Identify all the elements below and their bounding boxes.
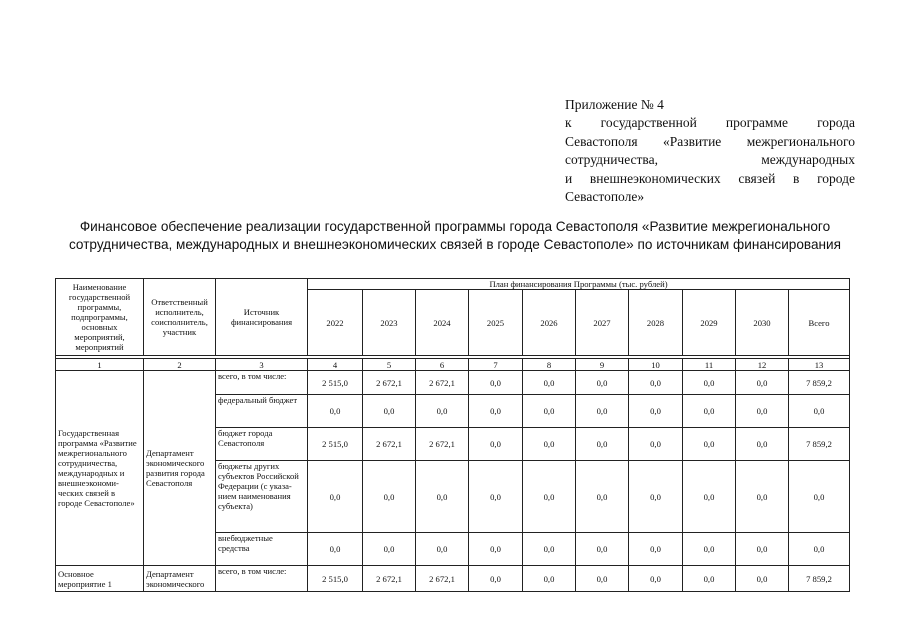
index-cell: 11 bbox=[683, 359, 736, 371]
row-value-cell: 0,0 bbox=[469, 533, 523, 566]
row-value-cell: 0,0 bbox=[523, 566, 576, 592]
row-value-cell: 0,0 bbox=[736, 461, 789, 533]
row-value-cell: 2 672,1 bbox=[363, 371, 416, 395]
row-source-cell: бюджет города Севастополя bbox=[216, 428, 308, 461]
row-name-cell: Основное мероприятие 1 bbox=[56, 566, 144, 592]
header-year: 2023 bbox=[363, 290, 416, 356]
row-value-cell: 0,0 bbox=[308, 533, 363, 566]
row-value-cell: 0,0 bbox=[736, 371, 789, 395]
index-cell: 4 bbox=[308, 359, 363, 371]
row-executor-cell: Департамент экономического развития города Севастополя bbox=[144, 371, 216, 566]
row-value-cell: 0,0 bbox=[736, 566, 789, 592]
appendix-word: международных bbox=[761, 152, 855, 168]
header-year: 2024 bbox=[416, 290, 469, 356]
row-value-cell: 7 859,2 bbox=[789, 428, 850, 461]
header-name: Наименование государственной программы, подпрограммы, основных мероприятий, мероприятий bbox=[56, 279, 144, 356]
row-value-cell: 0,0 bbox=[629, 566, 683, 592]
row-value-cell: 0,0 bbox=[683, 428, 736, 461]
row-value-cell: 0,0 bbox=[308, 461, 363, 533]
financing-table bbox=[55, 278, 850, 592]
appendix-line-2 bbox=[565, 114, 855, 132]
row-value-cell: 0,0 bbox=[576, 533, 629, 566]
index-cell: 10 bbox=[629, 359, 683, 371]
row-value-cell: 0,0 bbox=[683, 371, 736, 395]
appendix-word: программе bbox=[725, 115, 788, 131]
row-value-cell: 0,0 bbox=[576, 395, 629, 428]
header-total: Всего bbox=[789, 290, 850, 356]
row-value-cell: 2 672,1 bbox=[416, 371, 469, 395]
appendix-line-1: Приложение № 4 bbox=[565, 97, 664, 112]
row-value-cell: 0,0 bbox=[789, 533, 850, 566]
appendix-word: внешнеэкономических bbox=[589, 170, 721, 186]
row-value-cell: 0,0 bbox=[363, 533, 416, 566]
row-value-cell: 0,0 bbox=[789, 395, 850, 428]
row-value-cell: 7 859,2 bbox=[789, 566, 850, 592]
row-value-cell: 0,0 bbox=[736, 533, 789, 566]
document-title bbox=[40, 218, 870, 254]
index-cell: 5 bbox=[363, 359, 416, 371]
appendix-word: «Развитие bbox=[662, 133, 722, 149]
row-value-cell: 0,0 bbox=[363, 395, 416, 428]
row-value-cell: 2 672,1 bbox=[416, 428, 469, 461]
title-line-1: Финансовое обеспечение реализации государственной программы города Севастополя «Развитие межрегионального bbox=[79, 219, 831, 234]
index-cell: 2 bbox=[144, 359, 216, 371]
header-year: 2022 bbox=[308, 290, 363, 356]
row-value-cell: 0,0 bbox=[736, 395, 789, 428]
row-value-cell: 0,0 bbox=[683, 566, 736, 592]
index-cell: 7 bbox=[469, 359, 523, 371]
appendix-line-3 bbox=[565, 133, 855, 151]
row-source-cell: федеральный бюджет bbox=[216, 395, 308, 428]
row-value-cell: 0,0 bbox=[629, 395, 683, 428]
appendix-line-6: Севастополе» bbox=[565, 189, 645, 205]
row-value-cell: 0,0 bbox=[629, 428, 683, 461]
table-row bbox=[56, 566, 850, 592]
row-value-cell: 0,0 bbox=[683, 395, 736, 428]
table-row bbox=[56, 371, 850, 395]
appendix-line-4 bbox=[565, 151, 855, 169]
header-year: 2028 bbox=[629, 290, 683, 356]
row-value-cell: 0,0 bbox=[416, 461, 469, 533]
row-value-cell: 0,0 bbox=[416, 533, 469, 566]
row-value-cell: 0,0 bbox=[576, 566, 629, 592]
index-cell: 3 bbox=[216, 359, 308, 371]
row-value-cell: 2 672,1 bbox=[363, 566, 416, 592]
row-value-cell: 0,0 bbox=[523, 428, 576, 461]
index-cell: 12 bbox=[736, 359, 789, 371]
row-value-cell: 0,0 bbox=[469, 461, 523, 533]
row-value-cell: 0,0 bbox=[736, 428, 789, 461]
index-row bbox=[56, 359, 850, 371]
title-line-2: сотрудничества, международных и внешнеэкономических связей в городе Севастополе» по источникам финансирования bbox=[68, 237, 842, 252]
row-value-cell: 2 515,0 bbox=[308, 428, 363, 461]
appendix-word: государственной bbox=[600, 115, 697, 131]
appendix-word: к bbox=[565, 115, 572, 131]
row-value-cell: 7 859,2 bbox=[789, 371, 850, 395]
appendix-word: и bbox=[565, 170, 573, 186]
header-year: 2030 bbox=[736, 290, 789, 356]
row-value-cell: 2 672,1 bbox=[363, 428, 416, 461]
header-year: 2027 bbox=[576, 290, 629, 356]
row-value-cell: 0,0 bbox=[576, 428, 629, 461]
row-value-cell: 0,0 bbox=[683, 461, 736, 533]
index-cell: 1 bbox=[56, 359, 144, 371]
row-value-cell: 0,0 bbox=[629, 371, 683, 395]
appendix-word: в bbox=[793, 170, 800, 186]
appendix-word: связей bbox=[738, 170, 776, 186]
appendix-word: города bbox=[817, 115, 855, 131]
appendix-block bbox=[565, 96, 855, 206]
appendix-word: сотрудничества, bbox=[565, 152, 658, 168]
row-value-cell: 0,0 bbox=[308, 395, 363, 428]
row-value-cell: 0,0 bbox=[789, 461, 850, 533]
header-year: 2029 bbox=[683, 290, 736, 356]
row-value-cell: 0,0 bbox=[629, 461, 683, 533]
row-source-cell: всего, в том числе: bbox=[216, 371, 308, 395]
row-executor-cell: Департамент экономического bbox=[144, 566, 216, 592]
header-executor: Ответственный исполнитель, соисполнитель, участник bbox=[144, 279, 216, 356]
row-source-cell: всего, в том числе: bbox=[216, 566, 308, 592]
header-year: 2026 bbox=[523, 290, 576, 356]
index-cell: 9 bbox=[576, 359, 629, 371]
row-value-cell: 2 515,0 bbox=[308, 566, 363, 592]
index-cell: 13 bbox=[789, 359, 850, 371]
row-source-cell: внебюджетные средства bbox=[216, 533, 308, 566]
row-name-cell: Государственная программа «Развитие межрегионального сотрудничества, международных и внешнеэкономи-ческих связей в городе Севастополе» bbox=[56, 371, 144, 566]
row-value-cell: 0,0 bbox=[523, 371, 576, 395]
row-value-cell: 0,0 bbox=[576, 461, 629, 533]
row-value-cell: 0,0 bbox=[629, 533, 683, 566]
appendix-word: межрегионального bbox=[746, 133, 855, 149]
row-value-cell: 0,0 bbox=[469, 566, 523, 592]
appendix-word: городе bbox=[817, 170, 855, 186]
row-value-cell: 2 515,0 bbox=[308, 371, 363, 395]
row-value-cell: 0,0 bbox=[363, 461, 416, 533]
row-value-cell: 2 672,1 bbox=[416, 566, 469, 592]
header-plan: План финансирования Программы (тыс. рублей) bbox=[308, 279, 850, 290]
row-value-cell: 0,0 bbox=[576, 371, 629, 395]
row-value-cell: 0,0 bbox=[523, 461, 576, 533]
header-year: 2025 bbox=[469, 290, 523, 356]
row-source-cell: бюджеты других субъектов Российской Федерации (с указа-нием наименования субъекта) bbox=[216, 461, 308, 533]
row-value-cell: 0,0 bbox=[523, 533, 576, 566]
appendix-line-5 bbox=[565, 170, 855, 188]
row-value-cell: 0,0 bbox=[469, 371, 523, 395]
row-value-cell: 0,0 bbox=[469, 428, 523, 461]
header-source: Источник финансирования bbox=[216, 279, 308, 356]
index-cell: 8 bbox=[523, 359, 576, 371]
row-value-cell: 0,0 bbox=[523, 395, 576, 428]
index-cell: 6 bbox=[416, 359, 469, 371]
row-value-cell: 0,0 bbox=[469, 395, 523, 428]
appendix-word: Севастополя bbox=[565, 133, 638, 149]
row-value-cell: 0,0 bbox=[683, 533, 736, 566]
row-value-cell: 0,0 bbox=[416, 395, 469, 428]
